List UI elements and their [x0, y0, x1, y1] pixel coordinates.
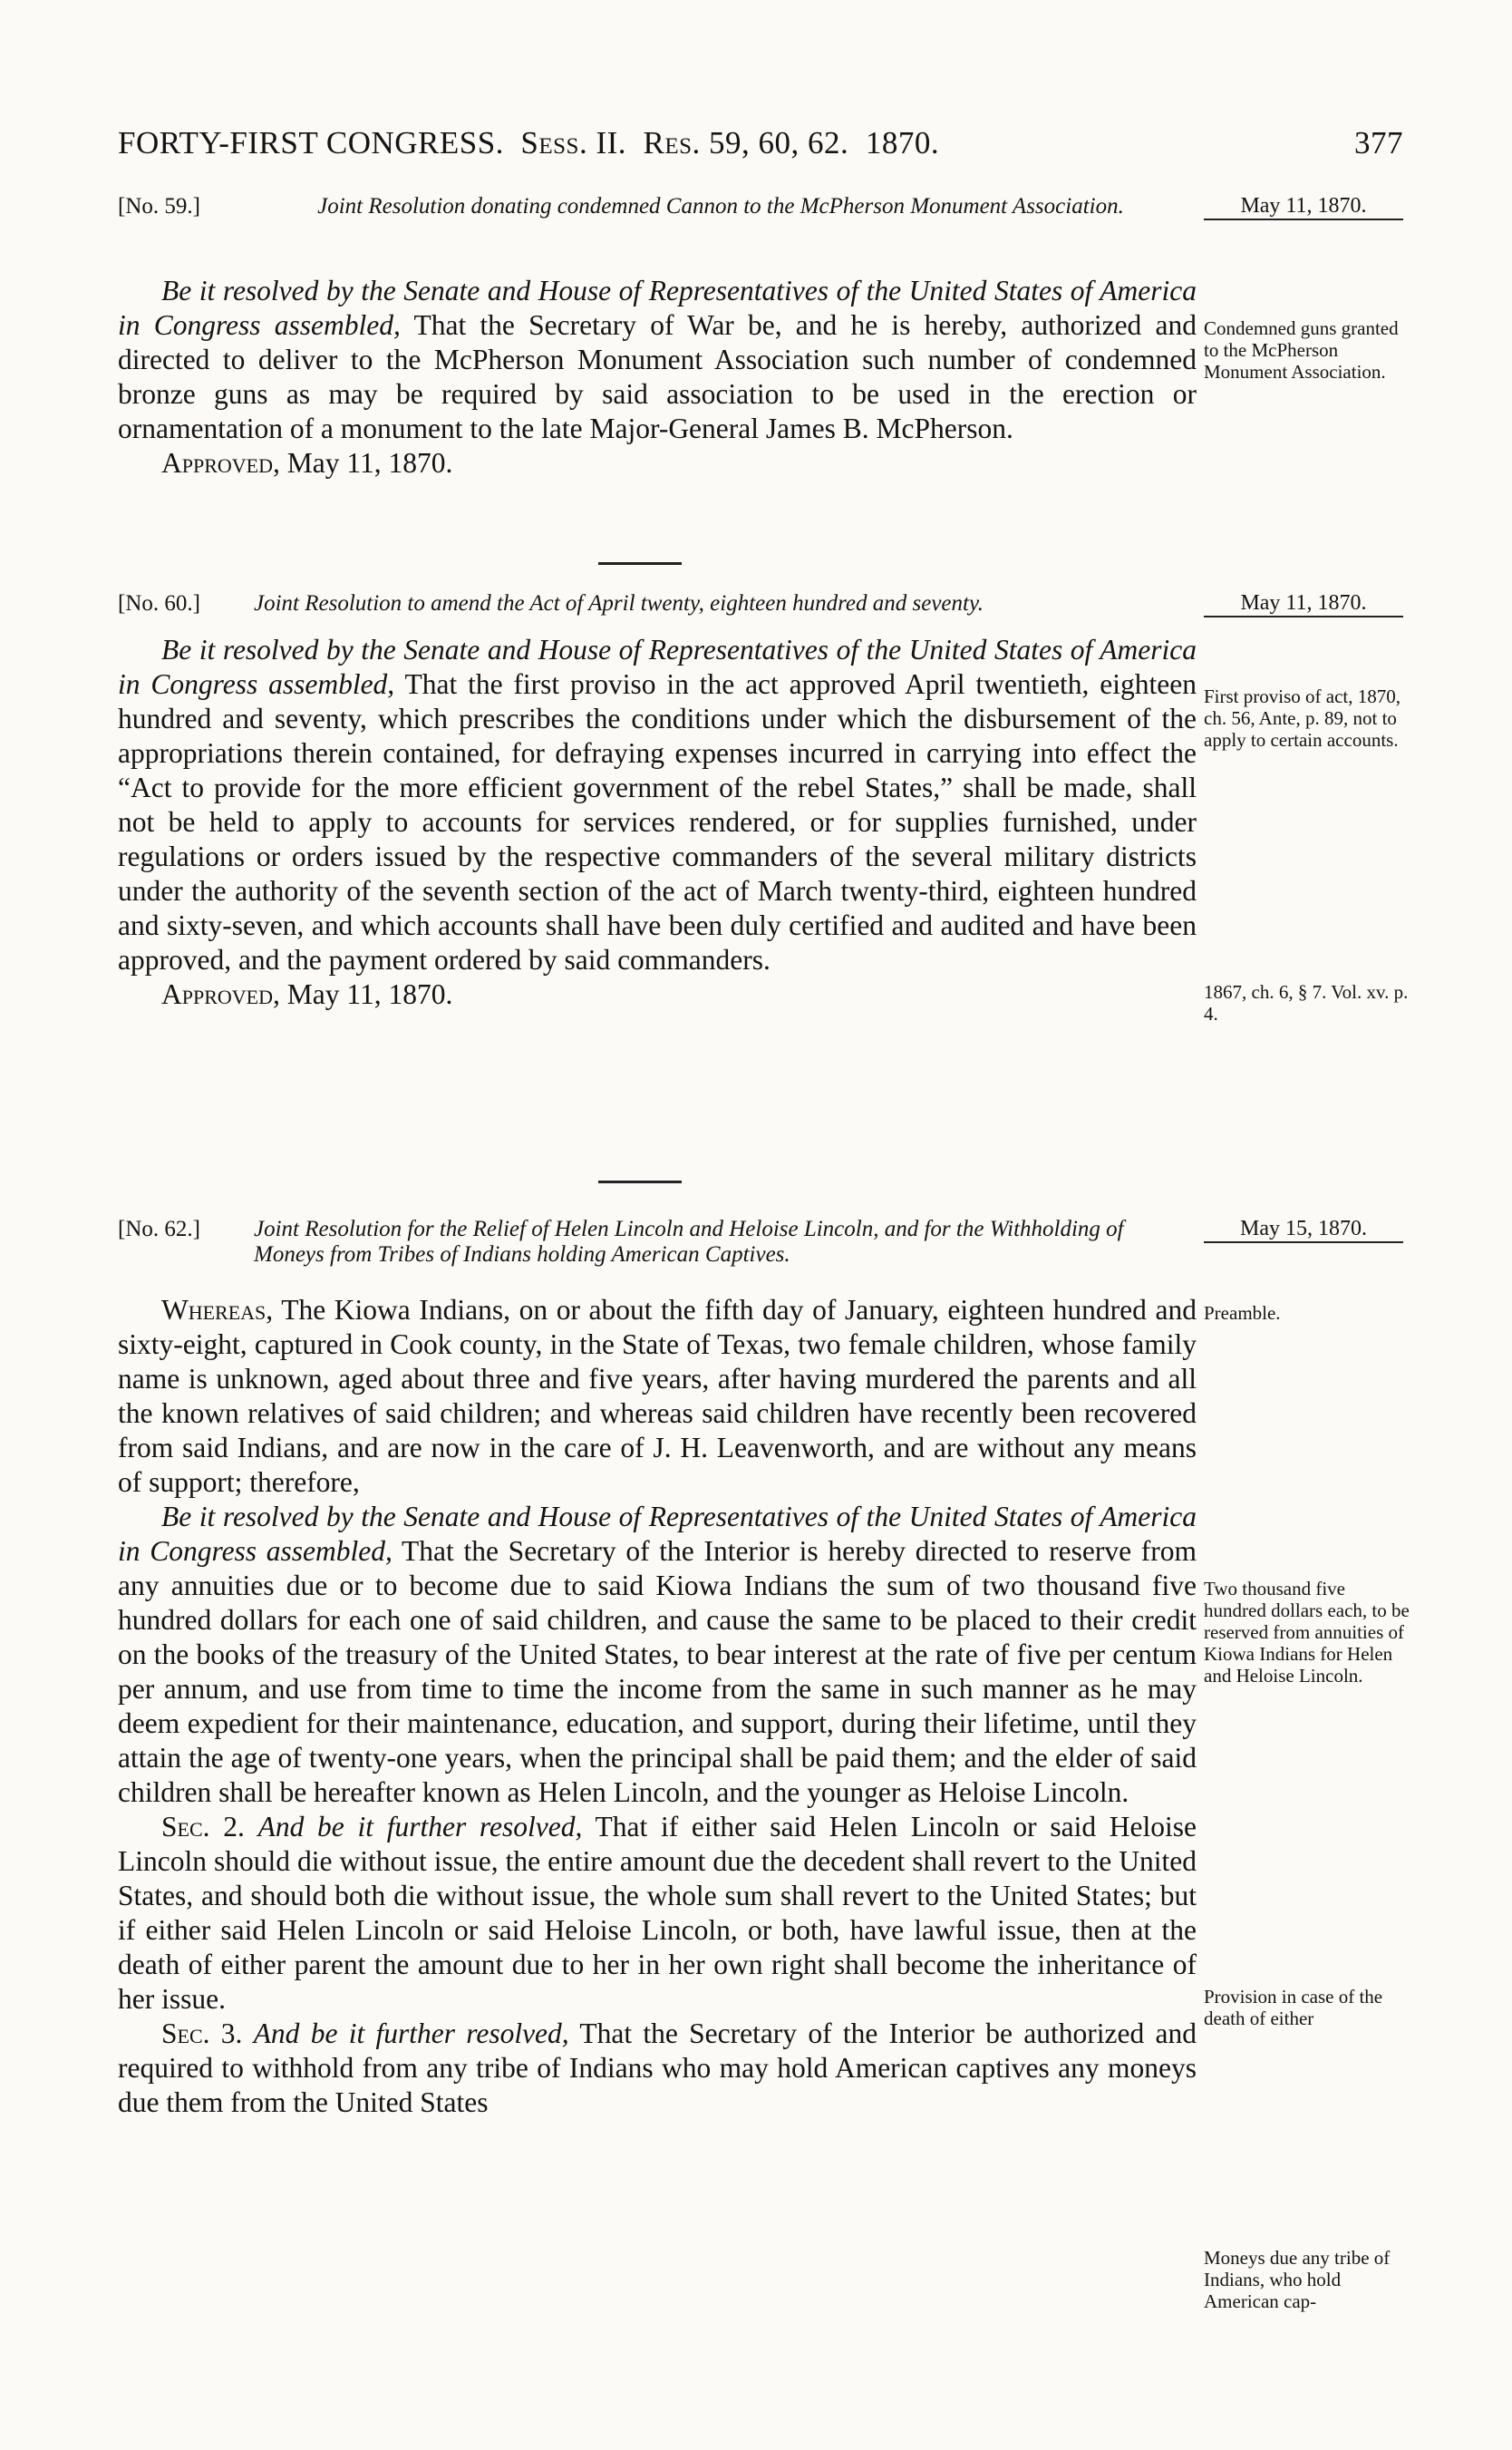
preamble: Whereas, The Kiowa Indians, on or about the fifth day of January, eighteen hundred and sixty-eight, captured in Cook county, in the State of Texas, two female children, whose family name is unknown, aged about three and five years, after having murdered the parents and all the known relatives of said children; and whereas said children have recently been recovered from said Indians, and are now in the care of J. H. Leavenworth, and are without any means of support; therefore, [118, 1294, 1197, 1498]
resolution-60-heading [118, 591, 1403, 622]
resolution-date: May 15, 1870. [1204, 1217, 1403, 1243]
section-3: Sec. 3. And be it further resolved, That the Secretary of the Interior be authorized and required to withhold from any tribe of Indians who may hold American captives any moneys due them from the United States [118, 2017, 1197, 2118]
resolution-59-heading [118, 194, 1403, 248]
resolution-title: Joint Resolution to amend the Act of April twenty, eighteen hundred and seventy. [254, 591, 984, 616]
resolution-date: May 11, 1870. [1204, 194, 1403, 220]
resolution-62-body [118, 1293, 1197, 2120]
resolution-60-text: Be it resolved by the Senate and House of Representatives of the United States of America in Congress assembled, That the first proviso in the act approved April twentieth, eighteen hundred and seventy, which prescribes the conditions under which the disbursement of the appropriations therein contained, for defraying expenses incurred in carrying into effect the “Act to provide for the more efficient government of the rebel States,” shall be made, shall not be held to apply to accounts for services rendered, or for supplies furnished, under regulations or orders issued by the respective commanders of the several military districts under the authority of the seventh section of the act of March twenty-third, eighteen hundred and sixty-seven, and which accounts shall have been duly certified and audited and have been approved, and the payment ordered by said commanders. [118, 634, 1197, 976]
resolution-59-body [118, 274, 1197, 481]
resolution-62-heading [118, 1217, 1403, 1271]
resolution-59-text: Be it resolved by the Senate and House of Representatives of the United States of America in Congress assembled, That the Secretary of War be, and he is hereby, authorized and directed to deliver to the McPherson Monument Association such number of condemned bronze guns as may be required by said association to be used in the erection or ornamentation of a monument to the late Major-General James B. McPherson. [118, 275, 1197, 444]
running-header [118, 125, 1403, 172]
resolution-number: [No. 59.] [118, 194, 200, 219]
margin-note-62-sec3: Moneys due any tribe of Indians, who hold American cap- [1204, 2247, 1391, 2312]
section-divider [598, 562, 682, 565]
section-divider [598, 1181, 682, 1183]
margin-preamble: Preamble. [1204, 1302, 1281, 1324]
section-2: Sec. 2. And be it further resolved, That if either said Helen Lincoln or said Heloise Lincoln should die without issue, the entire amount due the decedent shall revert to the United States, and should both die without issue, the whole sum shall revert to the United States; but if either said Helen Lincoln or said Heloise Lincoln, or both, have lawful issue, then at the death of either parent the amount due to her in her own right shall become the inheritance of her issue. [118, 1811, 1197, 2015]
resolution-number: [No. 62.] [118, 1217, 200, 1241]
header-congress: FORTY-FIRST CONGRESS. Sess. II. Res. 59, 60, 62. 1870. [118, 125, 940, 160]
margin-note-59: Condemned guns granted to the McPherson Monument Association. [1204, 317, 1399, 383]
resolution-number: [No. 60.] [118, 591, 200, 616]
resolution-date: May 11, 1870. [1204, 591, 1403, 617]
margin-note-62-sec2: Provision in case of the death of either [1204, 1986, 1383, 2029]
approval-line: Approved, May 11, 1870. [161, 978, 453, 1010]
resolution-60-body [118, 633, 1197, 1012]
margin-note-60: First proviso of act, 1870, ch. 56, Ante, p. 89, not to apply to certain accounts. [1204, 685, 1401, 751]
page-number: 377 [1354, 125, 1403, 160]
resolution-title: Joint Resolution donating condemned Cannon to the McPherson Monument Association. [317, 194, 1124, 219]
margin-note-60-citation: 1867, ch. 6, § 7. Vol. xv. p. 4. [1204, 981, 1409, 1025]
resolution-62-text: Be it resolved by the Senate and House of Representatives of the United States of America in Congress assembled, That the Secretary of the Interior is hereby directed to reserve from any annuities due or to become due to said Kiowa Indians the sum of two thousand five hundred dollars for each one of said children, and cause the same to be placed to their credit on the books of the treasury of the United States, to bear interest at the rate of five per centum per annum, and use from time to time the income from the same in such manner as he may deem expedient for their maintenance, education, and support, during their lifetime, until they attain the age of twenty-one years, when the principal shall be paid them; and the elder of said children shall be hereafter known as Helen Lincoln, and the younger as Heloise Lincoln. [118, 1501, 1197, 1808]
approval-line: Approved, May 11, 1870. [161, 447, 453, 479]
margin-note-62: Two thousand five hundred dollars each, to be reserved from annuities of Kiowa Indians for Helen and Heloise Lincoln. [1204, 1578, 1410, 1687]
resolution-title: Joint Resolution for the Relief of Helen Lincoln and Heloise Lincoln, and for the Withholding of Moneys from Tribes of Indians holding American Captives. [254, 1217, 1124, 1267]
